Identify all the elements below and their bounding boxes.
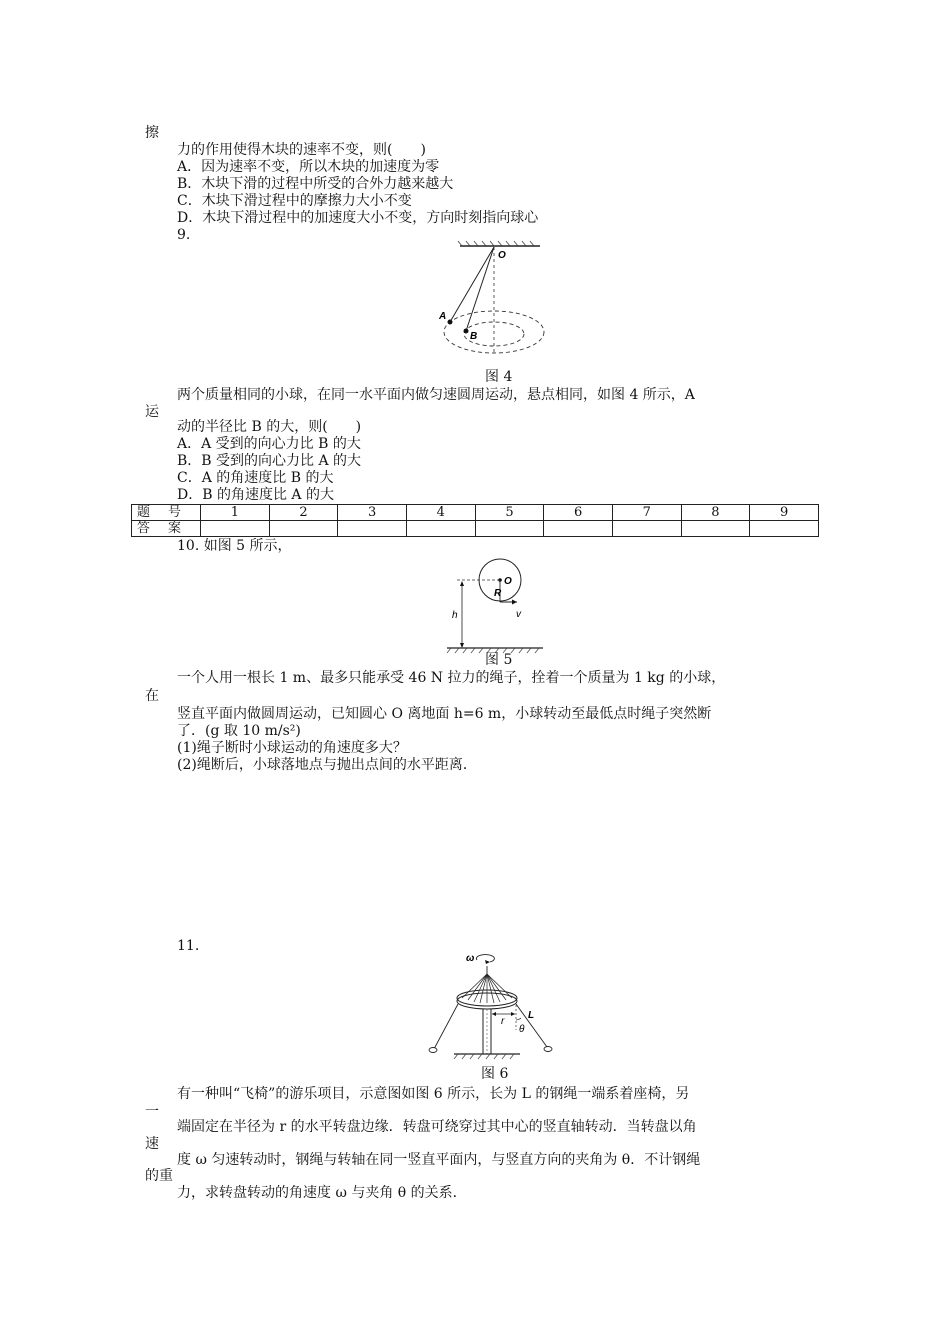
q9-option-b: B．B 受到的向心力比 A 的大 [177,453,362,469]
table-header-number: 题号 [132,505,201,521]
label-r: r [501,1016,505,1027]
margin-fragment: 在 [145,688,159,704]
label-b: B [470,331,478,342]
label-r: R [494,588,502,599]
table-cell: 7 [612,505,681,521]
q10-line1: 一个人用一根长 1 m、最多只能承受 46 N 拉力的绳子，拴着一个质量为 1 kg 的小球， [177,670,726,686]
table-cell: 8 [681,505,750,521]
answer-table [131,504,819,537]
table-cell: 1 [201,505,270,521]
table-cell: 2 [269,505,338,521]
margin-fragment: 的重 [145,1168,173,1184]
q8-option-b: B．木块下滑的过程中所受的合外力越来越大 [177,176,454,192]
q11-line1: 有一种叫“飞椅”的游乐项目，示意图如图 6 所示，长为 L 的钢绳一端系着座椅，另 [177,1086,690,1102]
margin-fragment: 速 [145,1136,159,1152]
margin-fragment: 擦 [145,125,159,141]
table-header-answer: 答案 [132,521,201,537]
label-theta: θ [519,1024,525,1035]
answer-cell[interactable] [612,521,681,537]
table-cell: 3 [338,505,407,521]
label-a: A [439,311,447,322]
table-row [132,521,819,537]
answer-cell[interactable] [338,521,407,537]
answer-cell[interactable] [475,521,544,537]
answer-cell[interactable] [406,521,475,537]
q8-stem: 力的作用使得木块的速率不变，则( ) [177,142,426,158]
q9-option-c: C．A 的角速度比 B 的大 [177,470,334,486]
label-h: h [452,610,458,621]
table-cell: 5 [475,505,544,521]
figure-4-conical-pendulum [430,240,580,370]
answer-cell[interactable] [681,521,750,537]
table-cell: 4 [406,505,475,521]
q11-line3: 度 ω 匀速转动时，钢绳与转轴在同一竖直平面内，与竖直方向的夹角为 θ．不计钢绳 [177,1152,701,1168]
answer-cell[interactable] [544,521,613,537]
q9-stem-line2: 动的半径比 B 的大，则( ) [177,419,362,435]
q9-stem-line1: 两个质量相同的小球，在同一水平面内做匀速圆周运动，悬点相同，如图 4 所示，A [177,387,695,403]
q11-number: 11. [177,938,200,954]
margin-fragment: 一 [145,1104,159,1120]
q10-part2: (2)绳断后，小球落地点与抛出点间的水平距离． [177,757,477,773]
label-o: O [504,576,512,587]
table-cell: 6 [544,505,613,521]
label-l: L [528,1010,535,1021]
table-cell: 9 [750,505,819,521]
q8-option-c: C．木块下滑过程中的摩擦力大小不变 [177,193,412,209]
label-o: O [498,250,506,261]
figure-6-caption: 图 6 [481,1066,509,1082]
q10-line3: 了．(g 取 10 m/s²) [177,723,301,739]
label-v: v [516,609,521,620]
q8-option-a: A．因为速率不变，所以木块的加速度为零 [177,159,440,175]
label-omega: ω [466,953,475,964]
answer-cell[interactable] [201,521,270,537]
figure-5-caption: 图 5 [485,652,513,668]
table-row [132,505,819,521]
answer-cell[interactable] [269,521,338,537]
q11-line4: 力，求转盘转动的角速度 ω 与夹角 θ 的关系． [177,1185,467,1201]
q10-part1: (1)绳子断时小球运动的角速度多大？ [177,740,407,756]
q9-option-d: D．B 的角速度比 A 的大 [177,487,334,503]
figure-4-caption: 图 4 [485,369,513,385]
margin-fragment: 运 [145,404,159,420]
q8-option-d: D．木块下滑过程中的加速度大小不变，方向时刻指向球心 [177,210,539,226]
q10-line2: 竖直平面内做圆周运动，已知圆心 O 离地面 h=6 m，小球转动至最低点时绳子突然断 [177,706,712,722]
q10-intro: 10. 如图 5 所示， [177,538,292,554]
q11-line2: 端固定在半径为 r 的水平转盘边缘．转盘可绕穿过其中心的竖直轴转动．当转盘以角 [177,1119,697,1135]
q9-option-a: A．A 受到的向心力比 B 的大 [177,436,361,452]
q9-number: 9. [177,227,191,243]
figure-6-flying-chairs [424,952,569,1067]
figure-5-vertical-circle [445,552,545,654]
answer-cell[interactable] [750,521,819,537]
